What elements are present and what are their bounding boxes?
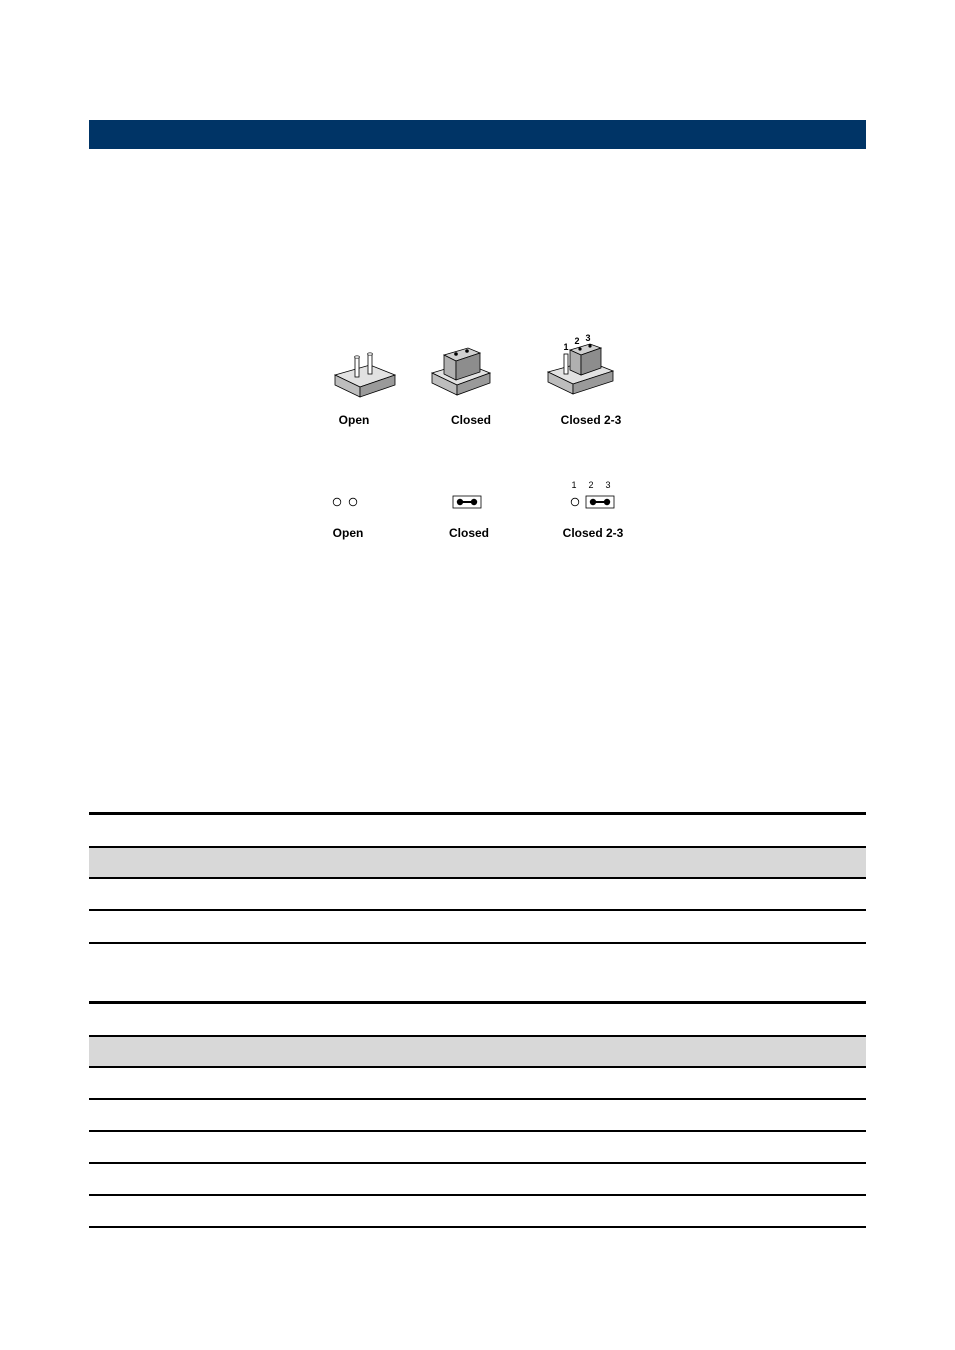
table-row bbox=[89, 879, 866, 909]
label-closed-schematic: Closed bbox=[448, 526, 490, 540]
pin-number-2: 2 bbox=[588, 480, 594, 490]
jumper-closed-schematic-icon bbox=[453, 496, 481, 508]
jumper-illustrations bbox=[320, 330, 640, 550]
table-header-row bbox=[89, 846, 866, 877]
table-rule bbox=[89, 846, 866, 848]
table-row bbox=[89, 1132, 866, 1162]
table-bottom-rule bbox=[89, 1226, 866, 1228]
jumper-closed-2-3-3d-icon bbox=[548, 344, 613, 394]
table-row bbox=[89, 1164, 866, 1194]
section-header-bar bbox=[89, 120, 866, 149]
table-top-rule bbox=[89, 812, 866, 815]
label-open-3d: Open bbox=[338, 413, 370, 427]
pin-number-1: 1 bbox=[563, 342, 569, 352]
pin-number-1: 1 bbox=[571, 480, 577, 490]
jumper-closed-3d-icon bbox=[432, 348, 490, 395]
pin-number-3: 3 bbox=[585, 333, 591, 343]
table-row bbox=[89, 1100, 866, 1130]
table-rule bbox=[89, 1035, 866, 1037]
jumper-settings-figure bbox=[320, 330, 640, 550]
label-closed-2-3-3d: Closed 2-3 bbox=[560, 413, 622, 427]
table-row bbox=[89, 1196, 866, 1226]
table-bottom-rule bbox=[89, 942, 866, 944]
table-row bbox=[89, 911, 866, 942]
pin-number-3: 3 bbox=[605, 480, 611, 490]
label-closed-3d: Closed bbox=[450, 413, 492, 427]
table-header-row bbox=[89, 1035, 866, 1066]
jumper-open-schematic-icon bbox=[333, 498, 357, 506]
connector-settings-table bbox=[89, 1001, 866, 1229]
pin-number-2: 2 bbox=[574, 336, 580, 346]
label-open-schematic: Open bbox=[332, 526, 364, 540]
jumper-settings-table bbox=[89, 812, 866, 944]
jumper-open-3d-icon bbox=[335, 353, 395, 397]
jumper-closed-2-3-schematic-icon bbox=[571, 496, 614, 508]
table-row bbox=[89, 1068, 866, 1098]
table-top-rule bbox=[89, 1001, 866, 1004]
label-closed-2-3-schematic: Closed 2-3 bbox=[562, 526, 624, 540]
